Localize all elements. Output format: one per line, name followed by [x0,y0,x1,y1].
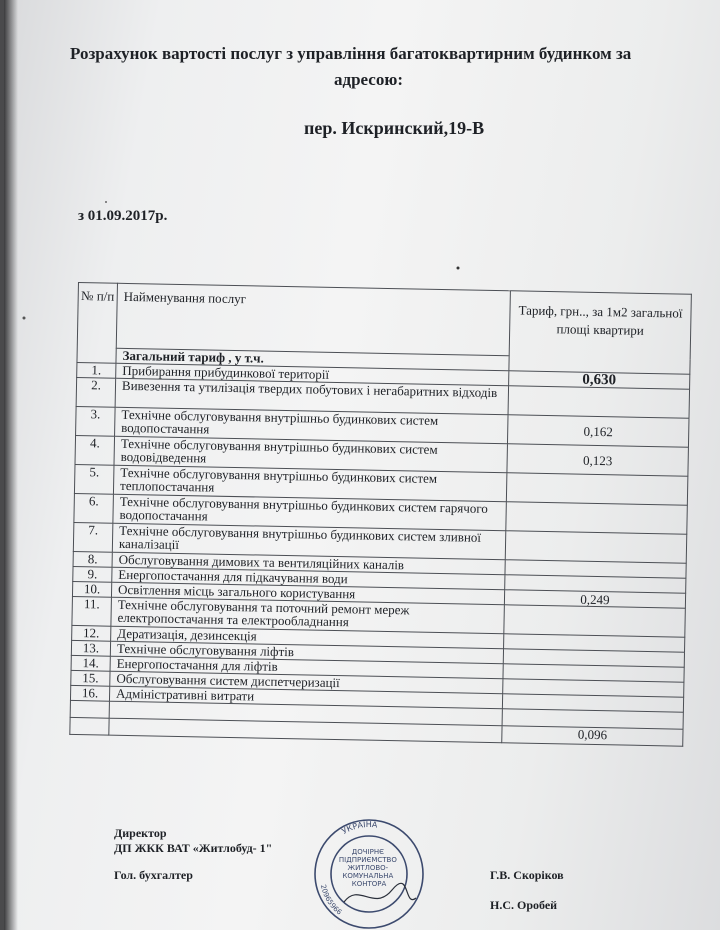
header-name: Найменування послуг [116,283,510,356]
director-name: Г.В. Скоріков [490,868,564,882]
address: пер. Искринский,19-В [304,118,485,138]
row-number: 12. [72,625,111,641]
row-number: 11. [72,596,112,626]
service-name: Прибирання прибудинкової території [116,363,509,386]
row-number: 4. [75,435,115,465]
row-number: 1. [77,362,116,378]
header-num: № п/п [77,283,118,364]
service-name: Освітлення місць загального користування [111,582,504,605]
service-name: Технічне обслуговування внутрішньо будинкових систем водовідведення [114,436,507,473]
service-tariff: 0,249 [504,590,685,608]
row-number: 5. [74,464,114,494]
stamp-code: 20965966 [318,883,344,917]
row-number: 2. [76,377,116,407]
row-number: 13. [71,640,110,656]
stamp-line-5: КОНТОРА [351,880,387,888]
service-name: Обслуговування димових та вентиляційних каналів [112,552,505,575]
service-name: Вивезення та утилізація твердих побутових і негабаритних відходів [115,378,508,415]
service-tariff: 0,123 [507,444,689,476]
stamp-line-3: ЖИТЛОВО- [347,864,389,872]
service-name: Енергопостачання для ліфтів [110,656,503,679]
accountant-name: Н.С. Оробей [490,898,558,912]
document-title: Розрахунок вартості послуг з управління багатоквартирним будинком за [70,44,632,63]
footer-value: 0,096 [502,726,683,746]
stamp-line-2: ПІДПРИЄМСТВО [338,856,397,864]
stamp-country: УКРАЇНА [340,819,378,836]
service-name: Технічне обслуговування внутрішньо будинкових систем зливної каналізації [112,523,505,560]
director-title: Директор [114,826,167,840]
service-name: Технічне обслуговування внутрішньо будинкових систем теплопостачання [113,465,506,502]
service-name: Адміністративні витрати [109,686,502,709]
header-tariff: Тариф, грн.., за 1м2 загальної площі квартири [509,291,692,374]
document-page [4,0,720,930]
stamp-line-4: КОМУНАЛЬНА [342,872,394,880]
row-number: 7. [73,522,113,552]
general-tariff-label: Загальний тариф , у т.ч. [116,348,509,371]
service-name: Дератизація, дезинсекція [111,626,504,649]
row-number: 8. [73,551,112,567]
general-tariff-value: 0,630 [509,371,690,389]
accountant-title: Гол. бухгалтер [114,868,193,882]
row-number: 9. [73,566,112,582]
service-name: Технічне обслуговування внутрішньо будинкових систем гарячого водопостачання [113,494,506,531]
row-number: 10. [72,581,111,597]
service-tariff: 0,162 [507,415,689,447]
service-name: Енергопостачання для підкачування води [112,567,505,590]
document-title-continued: адресою: [334,70,404,89]
row-number: 15. [71,670,110,686]
effective-date: з 01.09.2017р. [78,208,168,224]
paper-specks [4,0,720,930]
service-name: Обслуговування систем диспетчеризації [110,671,503,694]
stamp-line-1: ДОЧІРНЄ [351,848,384,856]
row-number: 3. [76,406,116,436]
row-number: 6. [74,493,114,523]
service-name: Технічне обслуговування ліфтів [110,641,503,664]
row-number: 16. [70,685,109,701]
service-name: Технічне обслуговування та поточний ремонт мереж електропостачання та електрообладнання [111,597,504,634]
service-name: Технічне обслуговування внутрішньо будинкових систем водопостачання [115,407,508,444]
row-number: 14. [71,655,110,671]
company-name: ДП ЖКК ВАТ «Житлобуд- 1" [114,841,273,855]
